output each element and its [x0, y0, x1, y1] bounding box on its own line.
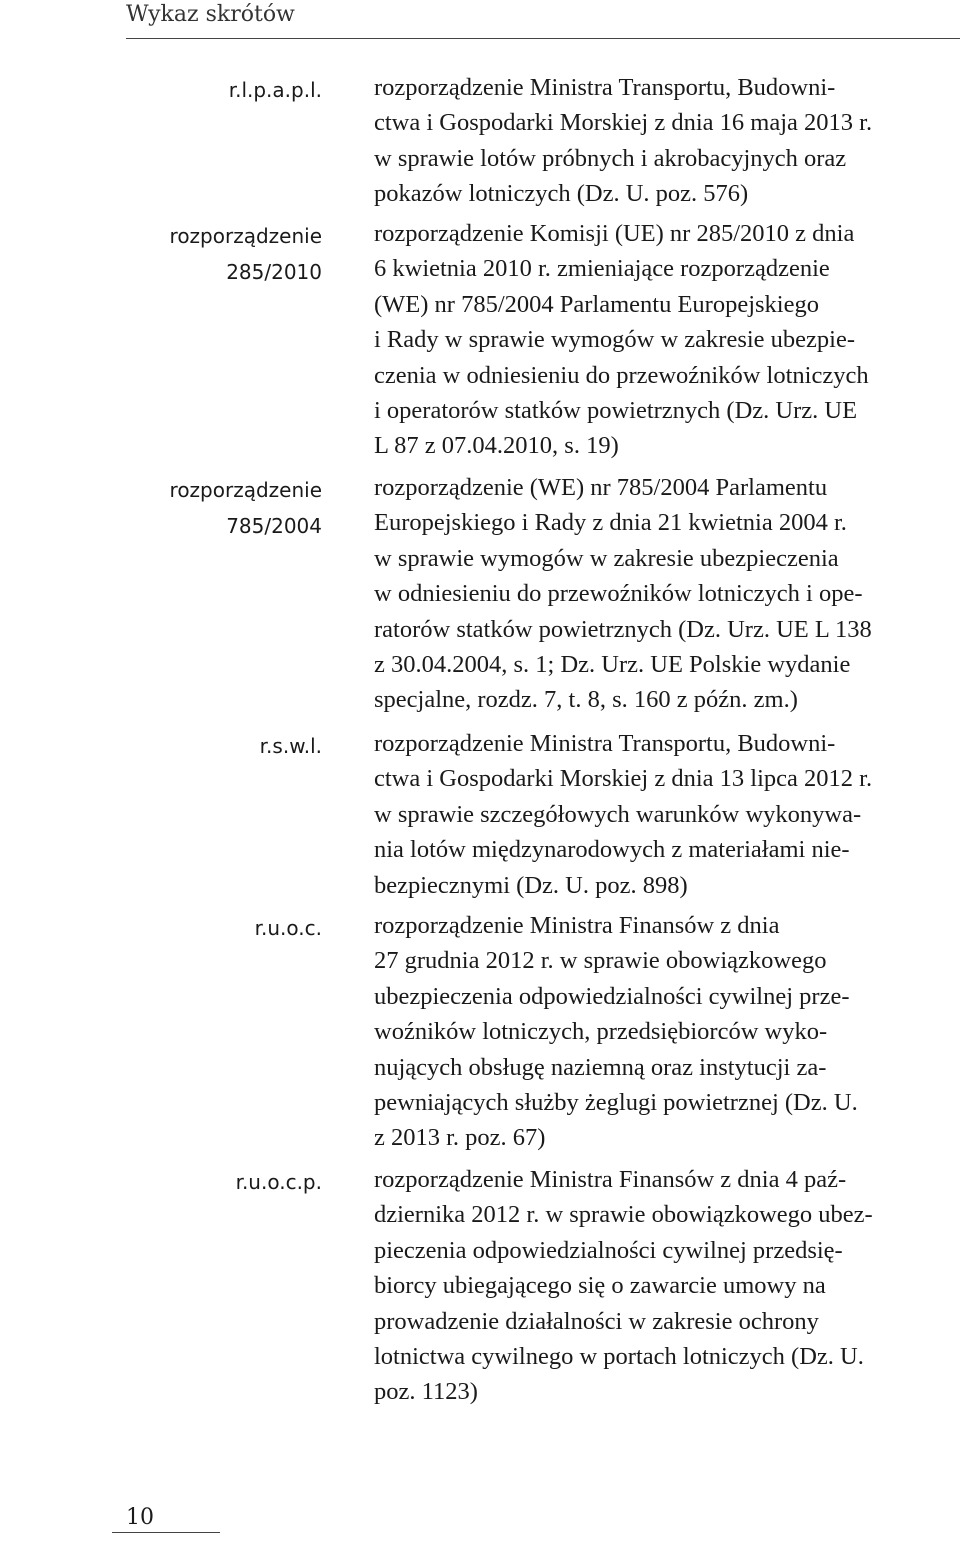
page-number: 10 — [126, 1505, 154, 1530]
abbreviation-definition: rozporządzenie Ministra Transportu, Budowni- ctwa i Gospodarki Morskiej z dnia 13 lipca 2012 r. w sprawie szczegółowych warunków wykonywa- nia lotów międzynarodowych z materiałami nie- bezpiecznymi (Dz. U. poz. 898) — [374, 730, 873, 899]
header-rule — [126, 38, 960, 39]
abbreviation-definition: rozporządzenie Ministra Finansów z dnia 27 grudnia 2012 r. w sprawie obowiązkowego ubezpieczenia odpowiedzialności cywilnej prze- woźników lotniczych, przedsiębiorców wyko- nujących obsługę naziemną oraz instytucji za- pewniających służby żeglugi powietrznej (Dz. U. z 2013 r. poz. 67) — [374, 912, 858, 1152]
abbreviation-term-line: rozporządzenie — [169, 224, 322, 248]
abbreviation-term — [100, 1164, 322, 1200]
abbreviation-term-line: r.u.o.c. — [254, 916, 322, 940]
abbreviation-term-line: r.l.p.a.p.l. — [228, 78, 322, 102]
abbreviation-term — [100, 218, 322, 290]
abbreviation-term — [100, 72, 322, 108]
abbreviation-term-line: rozporządzenie — [169, 478, 322, 502]
abbreviation-term-line: 785/2004 — [226, 514, 322, 538]
abbreviation-term-line: r.u.o.c.p. — [235, 1170, 322, 1194]
abbreviation-definition: rozporządzenie Ministra Transportu, Budowni- ctwa i Gospodarki Morskiej z dnia 16 maja 2013 r. w sprawie lotów próbnych i akrobacyjnych oraz pokazów lotniczych (Dz. U. poz. 576) — [374, 74, 873, 208]
footer-rule — [112, 1532, 220, 1533]
abbreviation-term — [100, 910, 322, 946]
abbreviation-definition: rozporządzenie (WE) nr 785/2004 Parlamentu Europejskiego i Rady z dnia 21 kwietnia 2004 r. w sprawie wymogów w zakresie ubezpieczenia w odniesieniu do przewoźników lotniczych i ope- ratorów statków powietrznych (Dz. Urz. UE L 138 z 30.04.2004, s. 1; Dz. Urz. UE Polskie wydanie specjalne, rozdz. 7, t. 8, s. 160 z późn. zm.) — [374, 474, 872, 714]
abbreviation-definition: rozporządzenie Ministra Finansów z dnia 4 paź- dziernika 2012 r. w sprawie obowiązkowego ubez- pieczenia odpowiedzialności cywilnej przedsię- biorcy ubiegającego się o zawarcie umowy na prowadzenie działalności w zakresie ochrony lotnictwa cywilnego w portach lotniczych (Dz. U. poz. 1123) — [374, 1166, 873, 1406]
abbreviation-term-line: 285/2010 — [226, 260, 322, 284]
abbreviation-term — [100, 472, 322, 544]
abbreviation-definition: rozporządzenie Komisji (UE) nr 285/2010 z dnia 6 kwietnia 2010 r. zmieniające rozporządzenie (WE) nr 785/2004 Parlamentu Europejskiego i Rady w sprawie wymogów w zakresie ubezpie- czenia w odniesieniu do przewoźników lotniczych i operatorów statków powietrznych (Dz. Urz. UE L 87 z 07.04.2010, s. 19) — [374, 220, 869, 460]
abbreviation-term — [100, 728, 322, 764]
running-header-title: Wykaz skrótów — [126, 2, 295, 27]
abbreviation-term-line: r.s.w.l. — [259, 734, 322, 758]
